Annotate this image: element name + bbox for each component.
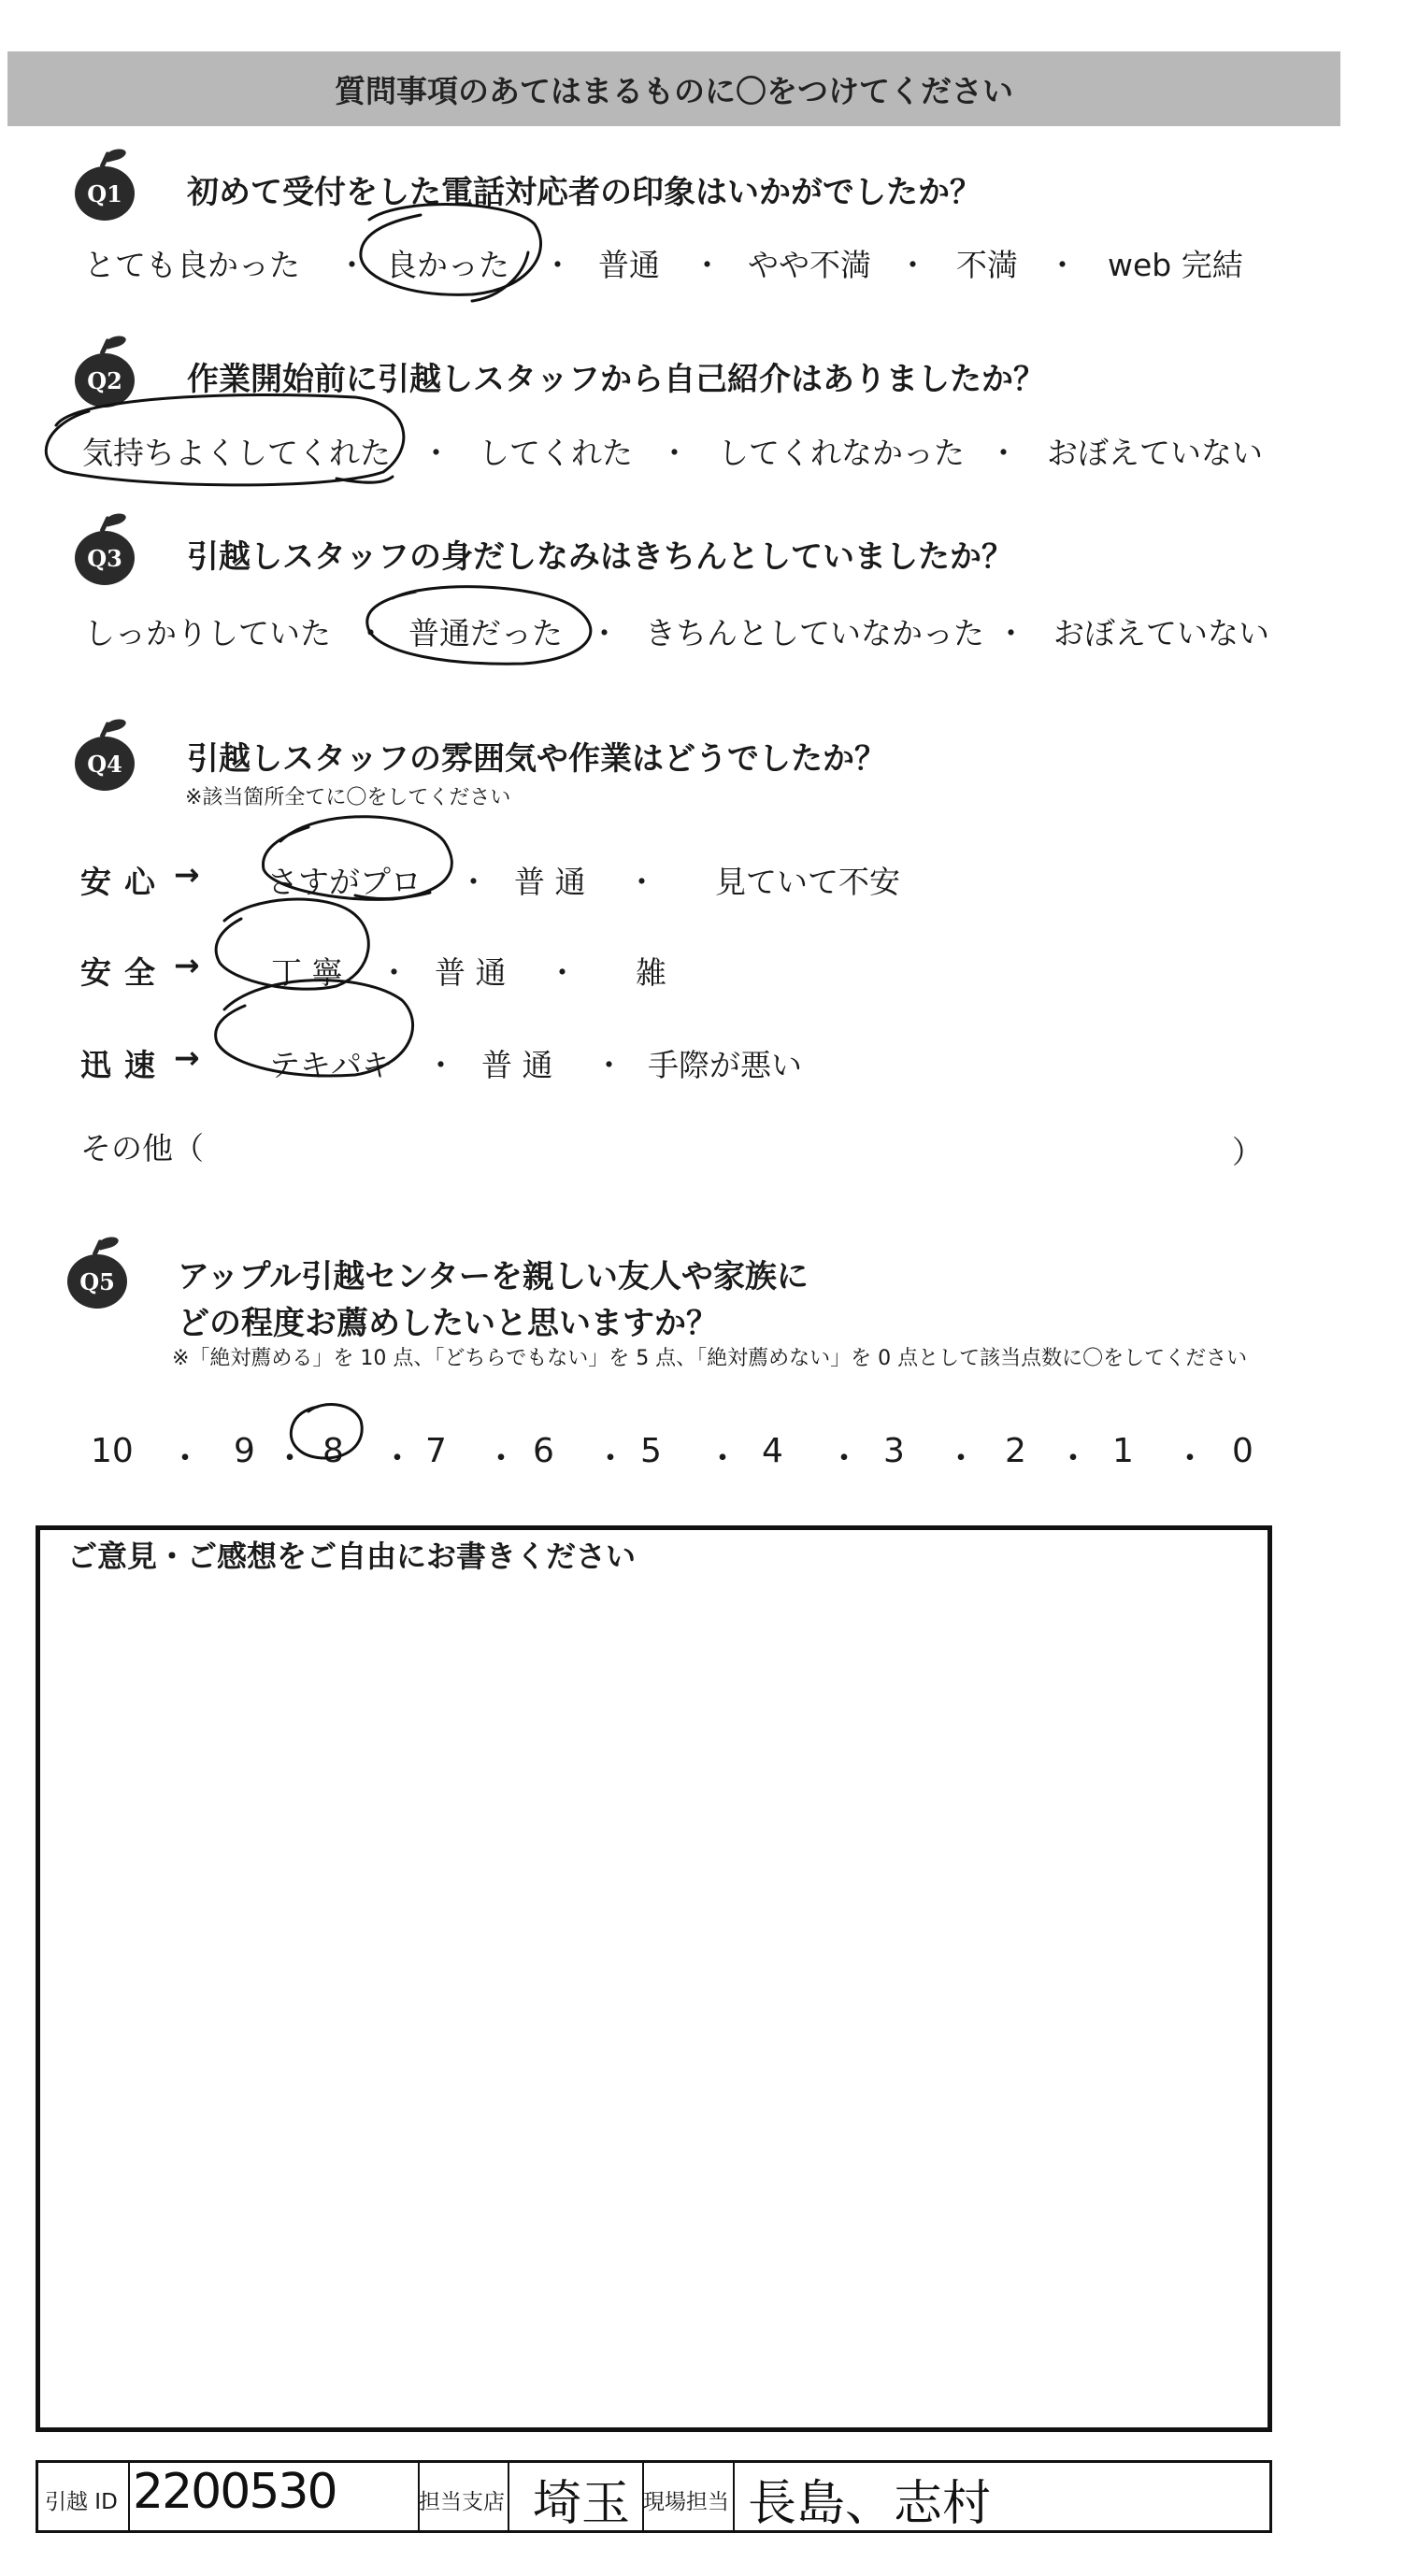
arrow-right-icon: →: [174, 947, 200, 983]
q4-title: 引越しスタッフの雰囲気や作業はどうでしたか？: [187, 740, 886, 778]
separator-dot: ・: [1056, 1439, 1091, 1478]
q4-row3-option-2[interactable]: 普 通: [481, 1047, 553, 1083]
scale-value-0[interactable]: 0: [1232, 1432, 1253, 1470]
arrow-right-icon: →: [174, 1039, 200, 1076]
scale-value-5[interactable]: 5: [640, 1432, 662, 1470]
separator-dot: ・: [421, 435, 451, 471]
q5-title-line1: アップル引越センターを親しい友人や家族に: [178, 1258, 809, 1295]
separator-dot: ・: [706, 1439, 740, 1478]
separator-dot: ・: [484, 1439, 519, 1478]
branch-label: 担当支店: [419, 2490, 505, 2514]
q4-row2-option-1[interactable]: 丁 寧: [271, 954, 343, 991]
separator-dot: ・: [380, 1439, 415, 1478]
q1-option-1[interactable]: とても良かった: [84, 247, 300, 283]
q4-row2-option-3[interactable]: 雑: [636, 954, 666, 991]
q4-row1-option-2[interactable]: 普 通: [514, 864, 586, 900]
separator-dot: ・: [379, 954, 409, 991]
q1-title: 初めて受付をした電話対応者の印象はいかがでしたか？: [187, 174, 981, 211]
scale-value-3[interactable]: 3: [883, 1432, 905, 1470]
q4-row1-option-1[interactable]: さすがプロ: [267, 864, 422, 900]
q4-row-label-jinsoku: 迅速: [80, 1047, 168, 1083]
q2-option-4[interactable]: おぼえていない: [1047, 435, 1263, 471]
q1-option-5[interactable]: 不満: [956, 247, 1018, 283]
q5-note: ※「絶対薦める」を 10 点、「どちらでもない」を 5 点、「絶対薦めない」を 0 点として該当点数に〇をしてください: [172, 1347, 1248, 1370]
comment-box[interactable]: [36, 1525, 1272, 2432]
scale-value-1[interactable]: 1: [1112, 1432, 1134, 1470]
q1-option-6[interactable]: web 完結: [1108, 247, 1243, 283]
branch-value[interactable]: 埼玉: [533, 2476, 631, 2532]
separator-dot: ・: [626, 864, 657, 900]
scale-value-6[interactable]: 6: [533, 1432, 554, 1470]
separator-dot: ・: [542, 247, 573, 283]
q4-badge-icon: Q4: [75, 737, 135, 791]
move-id-label: 引越 ID: [45, 2490, 118, 2514]
q1-option-4[interactable]: やや不満: [748, 247, 871, 283]
scale-value-8[interactable]: 8: [322, 1432, 344, 1470]
arrow-right-icon: →: [174, 856, 200, 893]
staff-value[interactable]: 長島、志村: [748, 2476, 992, 2532]
separator-dot: ・: [659, 435, 690, 471]
separator-dot: ・: [168, 1439, 203, 1478]
q2-option-1[interactable]: 気持ちよくしてくれた: [82, 435, 391, 471]
q2-title: 作業開始前に引越しスタッフから自己紹介はありましたか？: [187, 361, 1045, 398]
q2-option-3[interactable]: してくれなかった: [718, 435, 965, 471]
q4-row2-option-2[interactable]: 普 通: [435, 954, 507, 991]
scale-value-2[interactable]: 2: [1005, 1432, 1026, 1470]
q3-option-2[interactable]: 普通だった: [408, 615, 563, 651]
separator-dot: ・: [594, 1439, 628, 1478]
scale-value-9[interactable]: 9: [234, 1432, 255, 1470]
q4-row3-option-3[interactable]: 手際が悪い: [648, 1047, 802, 1083]
comment-box-title: ご意見・ご感想をご自由にお書きください: [67, 1538, 637, 1574]
q4-other-close: ）: [1232, 1134, 1263, 1170]
staff-label: 現場担当: [643, 2490, 729, 2514]
separator-dot: ・: [355, 615, 386, 651]
q5-title-line2: どの程度お薦めしたいと思いますか？: [178, 1305, 718, 1342]
q4-row-label-anzen: 安全: [80, 954, 168, 991]
scale-value-10[interactable]: 10: [91, 1432, 134, 1470]
q1-badge-icon: Q1: [75, 166, 135, 221]
separator-dot: ・: [692, 247, 723, 283]
q4-row-label-anshin: 安心: [80, 864, 168, 900]
separator-dot: ・: [988, 435, 1019, 471]
q4-row3-option-1[interactable]: テキパキ: [269, 1047, 393, 1083]
separator-dot: ・: [425, 1047, 456, 1083]
separator-dot: ・: [944, 1439, 979, 1478]
separator-dot: ・: [995, 615, 1026, 651]
separator-dot: ・: [1173, 1439, 1208, 1478]
q3-badge-icon: Q3: [75, 531, 135, 585]
separator-dot: ・: [458, 864, 489, 900]
q3-title: 引越しスタッフの身だしなみはきちんとしていましたか？: [187, 538, 1013, 576]
move-id-value[interactable]: 2200530: [133, 2464, 337, 2520]
q2-badge-icon: Q2: [75, 353, 135, 408]
q3-option-1[interactable]: しっかりしていた: [84, 615, 331, 651]
q4-note: ※該当箇所全てに〇をしてください: [185, 786, 511, 809]
separator-dot: ・: [273, 1439, 308, 1478]
separator-dot: ・: [1047, 247, 1078, 283]
scale-value-7[interactable]: 7: [425, 1432, 447, 1470]
separator-dot: ・: [897, 247, 928, 283]
q4-other-label: その他（: [80, 1130, 204, 1166]
q4-row1-option-3[interactable]: 見ていて不安: [715, 864, 900, 900]
q2-option-2[interactable]: してくれた: [479, 435, 633, 471]
q3-option-3[interactable]: きちんとしていなかった: [645, 615, 984, 651]
instruction-text: 質問事項のあてはまるものに〇をつけてください: [335, 72, 1013, 109]
q1-option-2[interactable]: 良かった: [386, 247, 509, 283]
q5-badge-icon: Q5: [67, 1254, 127, 1309]
instruction-header: [7, 51, 1340, 126]
scale-value-4[interactable]: 4: [762, 1432, 783, 1470]
separator-dot: ・: [594, 1047, 624, 1083]
q3-option-4[interactable]: おぼえていない: [1053, 615, 1269, 651]
q1-option-3[interactable]: 普通: [598, 247, 660, 283]
separator-dot: ・: [337, 247, 367, 283]
separator-dot: ・: [589, 615, 620, 651]
separator-dot: ・: [827, 1439, 862, 1478]
separator-dot: ・: [547, 954, 578, 991]
q2-selection-tail: [337, 477, 393, 482]
